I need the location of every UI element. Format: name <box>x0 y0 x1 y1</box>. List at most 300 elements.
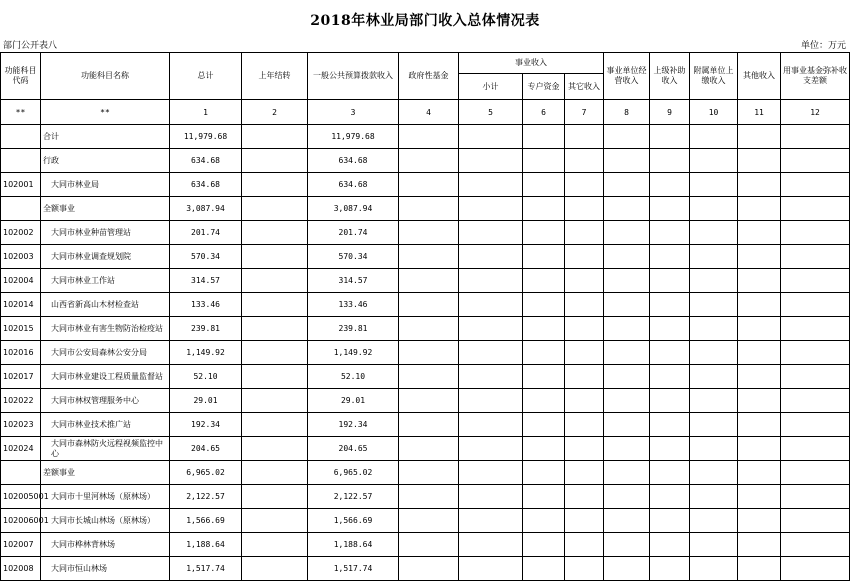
total-cell: 6,965.02 <box>170 461 242 485</box>
code-cell: 102023 <box>1 413 41 437</box>
empty-cell <box>459 317 523 341</box>
name-cell: 大同市林权管理服务中心 <box>41 389 170 413</box>
index-row <box>1 100 850 125</box>
index-cell: 9 <box>650 100 690 125</box>
empty-cell <box>781 149 850 173</box>
table-row <box>1 293 850 317</box>
empty-cell <box>565 221 604 245</box>
header-subtotal: 小计 <box>459 74 523 100</box>
empty-cell <box>565 365 604 389</box>
table-row <box>1 389 850 413</box>
empty-cell <box>738 125 781 149</box>
total-cell: 204.65 <box>170 437 242 461</box>
empty-cell <box>738 317 781 341</box>
empty-cell <box>459 557 523 581</box>
table-row <box>1 413 850 437</box>
name-cell: 大同市恒山林场 <box>41 557 170 581</box>
general-budget-cell: 3,087.94 <box>308 197 399 221</box>
header-other: 其它收入 <box>565 74 604 100</box>
code-cell: 102002 <box>1 221 41 245</box>
empty-cell <box>242 245 308 269</box>
table-row <box>1 197 850 221</box>
general-budget-cell: 52.10 <box>308 365 399 389</box>
empty-cell <box>690 437 738 461</box>
empty-cell <box>523 461 565 485</box>
index-cell: 6 <box>523 100 565 125</box>
empty-cell <box>690 485 738 509</box>
empty-cell <box>399 221 459 245</box>
empty-cell <box>523 149 565 173</box>
empty-cell <box>604 509 650 533</box>
empty-cell <box>399 341 459 365</box>
empty-cell <box>565 173 604 197</box>
empty-cell <box>604 317 650 341</box>
empty-cell <box>738 365 781 389</box>
empty-cell <box>650 221 690 245</box>
index-cell: 5 <box>459 100 523 125</box>
name-cell: 大同市林业调查规划院 <box>41 245 170 269</box>
name-cell: 大同市林业建设工程质量监督站 <box>41 365 170 389</box>
name-cell: 大同市森林防火远程视频监控中心 <box>41 437 170 461</box>
name-cell: 大同市林业种苗管理站 <box>41 221 170 245</box>
empty-cell <box>604 413 650 437</box>
empty-cell <box>650 317 690 341</box>
code-cell: 102017 <box>1 365 41 389</box>
empty-cell <box>690 269 738 293</box>
name-cell: 行政 <box>41 149 170 173</box>
empty-cell <box>523 413 565 437</box>
total-cell: 133.46 <box>170 293 242 317</box>
empty-cell <box>604 557 650 581</box>
code-cell: 102022 <box>1 389 41 413</box>
general-budget-cell: 239.81 <box>308 317 399 341</box>
empty-cell <box>738 461 781 485</box>
empty-cell <box>523 341 565 365</box>
empty-cell <box>242 461 308 485</box>
general-budget-cell: 29.01 <box>308 389 399 413</box>
code-cell: 102015 <box>1 317 41 341</box>
name-cell: 全额事业 <box>41 197 170 221</box>
table-row <box>1 557 850 581</box>
header-superior-subsidy: 上级补助收入 <box>650 53 690 100</box>
empty-cell <box>738 269 781 293</box>
table-row <box>1 317 850 341</box>
total-cell: 570.34 <box>170 245 242 269</box>
empty-cell <box>459 221 523 245</box>
empty-cell <box>242 365 308 389</box>
empty-cell <box>459 293 523 317</box>
empty-cell <box>242 485 308 509</box>
empty-cell <box>242 437 308 461</box>
empty-cell <box>565 317 604 341</box>
empty-cell <box>604 269 650 293</box>
empty-cell <box>523 221 565 245</box>
empty-cell <box>690 149 738 173</box>
empty-cell <box>565 269 604 293</box>
empty-cell <box>523 197 565 221</box>
empty-cell <box>399 245 459 269</box>
empty-cell <box>242 173 308 197</box>
code-cell <box>1 197 41 221</box>
general-budget-cell: 1,517.74 <box>308 557 399 581</box>
index-cell: 11 <box>738 100 781 125</box>
header-code: 功能科目代码 <box>1 53 41 100</box>
empty-cell <box>399 485 459 509</box>
page-title: 2018年林业局部门收入总体情况表 <box>310 13 540 29</box>
empty-cell <box>459 125 523 149</box>
empty-cell <box>604 197 650 221</box>
code-cell: 102003 <box>1 245 41 269</box>
empty-cell <box>523 269 565 293</box>
empty-cell <box>650 341 690 365</box>
empty-cell <box>459 461 523 485</box>
empty-cell <box>738 557 781 581</box>
empty-cell <box>738 413 781 437</box>
empty-cell <box>781 125 850 149</box>
empty-cell <box>690 557 738 581</box>
empty-cell <box>690 341 738 365</box>
empty-cell <box>459 533 523 557</box>
table-row <box>1 461 850 485</box>
index-cell: 8 <box>604 100 650 125</box>
empty-cell <box>604 389 650 413</box>
empty-cell <box>242 293 308 317</box>
empty-cell <box>781 173 850 197</box>
empty-cell <box>781 221 850 245</box>
general-budget-cell: 192.34 <box>308 413 399 437</box>
empty-cell <box>690 173 738 197</box>
empty-cell <box>781 533 850 557</box>
income-table <box>0 52 850 581</box>
empty-cell <box>523 557 565 581</box>
table-row <box>1 221 850 245</box>
empty-cell <box>690 461 738 485</box>
empty-cell <box>565 197 604 221</box>
index-cell: 12 <box>781 100 850 125</box>
empty-cell <box>565 533 604 557</box>
code-cell: 102024 <box>1 437 41 461</box>
empty-cell <box>650 173 690 197</box>
empty-cell <box>781 461 850 485</box>
empty-cell <box>242 509 308 533</box>
table-row <box>1 173 850 197</box>
empty-cell <box>523 485 565 509</box>
empty-cell <box>690 509 738 533</box>
empty-cell <box>459 413 523 437</box>
table-row <box>1 149 850 173</box>
empty-cell <box>650 149 690 173</box>
empty-cell <box>781 269 850 293</box>
code-cell <box>1 125 41 149</box>
general-budget-cell: 1,188.64 <box>308 533 399 557</box>
empty-cell <box>459 269 523 293</box>
empty-cell <box>650 293 690 317</box>
empty-cell <box>399 557 459 581</box>
empty-cell <box>738 197 781 221</box>
total-cell: 1,517.74 <box>170 557 242 581</box>
header-name: 功能科目名称 <box>41 53 170 100</box>
code-cell: 102008 <box>1 557 41 581</box>
total-cell: 1,149.92 <box>170 341 242 365</box>
total-cell: 2,122.57 <box>170 485 242 509</box>
empty-cell <box>650 485 690 509</box>
empty-cell <box>459 197 523 221</box>
empty-cell <box>781 341 850 365</box>
empty-cell <box>523 317 565 341</box>
header-gov-fund: 政府性基金 <box>399 53 459 100</box>
empty-cell <box>650 365 690 389</box>
general-budget-cell: 1,149.92 <box>308 341 399 365</box>
empty-cell <box>459 173 523 197</box>
form-label: 部门公开表八 <box>3 41 58 51</box>
empty-cell <box>565 149 604 173</box>
code-cell: 102001 <box>1 173 41 197</box>
empty-cell <box>738 533 781 557</box>
name-cell: 山西省新高山木材检查站 <box>41 293 170 317</box>
empty-cell <box>781 293 850 317</box>
empty-cell <box>650 413 690 437</box>
empty-cell <box>242 125 308 149</box>
empty-cell <box>650 557 690 581</box>
index-cell: 2 <box>242 100 308 125</box>
empty-cell <box>399 173 459 197</box>
empty-cell <box>399 197 459 221</box>
name-cell: 大同市公安局森林公安分局 <box>41 341 170 365</box>
total-cell: 11,979.68 <box>170 125 242 149</box>
empty-cell <box>604 341 650 365</box>
name-cell: 大同市林业有害生物防治检疫站 <box>41 317 170 341</box>
empty-cell <box>565 341 604 365</box>
empty-cell <box>781 245 850 269</box>
empty-cell <box>565 509 604 533</box>
empty-cell <box>604 485 650 509</box>
empty-cell <box>738 149 781 173</box>
header-total: 总计 <box>170 53 242 100</box>
empty-cell <box>459 245 523 269</box>
empty-cell <box>399 365 459 389</box>
general-budget-cell: 201.74 <box>308 221 399 245</box>
table-row <box>1 245 850 269</box>
empty-cell <box>604 245 650 269</box>
empty-cell <box>399 149 459 173</box>
empty-cell <box>242 221 308 245</box>
empty-cell <box>523 245 565 269</box>
empty-cell <box>459 485 523 509</box>
empty-cell <box>738 485 781 509</box>
empty-cell <box>565 461 604 485</box>
total-cell: 3,087.94 <box>170 197 242 221</box>
index-cell: 1 <box>170 100 242 125</box>
empty-cell <box>523 125 565 149</box>
empty-cell <box>604 461 650 485</box>
empty-cell <box>781 509 850 533</box>
total-cell: 192.34 <box>170 413 242 437</box>
name-cell: 大同市桦林背林场 <box>41 533 170 557</box>
empty-cell <box>650 509 690 533</box>
empty-cell <box>242 389 308 413</box>
empty-cell <box>242 341 308 365</box>
empty-cell <box>604 437 650 461</box>
empty-cell <box>565 389 604 413</box>
empty-cell <box>738 437 781 461</box>
empty-cell <box>399 317 459 341</box>
empty-cell <box>523 365 565 389</box>
empty-cell <box>523 509 565 533</box>
empty-cell <box>650 389 690 413</box>
total-cell: 52.10 <box>170 365 242 389</box>
empty-cell <box>650 461 690 485</box>
general-budget-cell: 204.65 <box>308 437 399 461</box>
name-cell: 大同市林业工作站 <box>41 269 170 293</box>
empty-cell <box>242 533 308 557</box>
empty-cell <box>523 173 565 197</box>
general-budget-cell: 1,566.69 <box>308 509 399 533</box>
empty-cell <box>604 221 650 245</box>
general-budget-cell: 11,979.68 <box>308 125 399 149</box>
empty-cell <box>604 533 650 557</box>
name-cell: 大同市十里河林场（原林场） <box>41 485 170 509</box>
total-cell: 239.81 <box>170 317 242 341</box>
empty-cell <box>399 509 459 533</box>
empty-cell <box>399 269 459 293</box>
general-budget-cell: 634.68 <box>308 173 399 197</box>
empty-cell <box>242 149 308 173</box>
empty-cell <box>781 389 850 413</box>
general-budget-cell: 634.68 <box>308 149 399 173</box>
empty-cell <box>738 509 781 533</box>
header-other-income: 其他收入 <box>738 53 781 100</box>
general-budget-cell: 2,122.57 <box>308 485 399 509</box>
header-affiliated-income: 附属单位上缴收入 <box>690 53 738 100</box>
empty-cell <box>242 557 308 581</box>
empty-cell <box>781 413 850 437</box>
empty-cell <box>604 173 650 197</box>
code-cell: 102007 <box>1 533 41 557</box>
empty-cell <box>650 533 690 557</box>
empty-cell <box>459 509 523 533</box>
empty-cell <box>399 293 459 317</box>
header-carryover: 上年结转 <box>242 53 308 100</box>
unit-label: 单位：万元 <box>800 41 846 51</box>
empty-cell <box>690 413 738 437</box>
name-cell: 大同市长城山林场（原林场） <box>41 509 170 533</box>
empty-cell <box>399 437 459 461</box>
empty-cell <box>399 461 459 485</box>
empty-cell <box>738 389 781 413</box>
table-row <box>1 341 850 365</box>
empty-cell <box>738 341 781 365</box>
empty-cell <box>242 317 308 341</box>
empty-cell <box>242 269 308 293</box>
empty-cell <box>650 245 690 269</box>
empty-cell <box>459 437 523 461</box>
header-business-income: 事业单位经营收入 <box>604 53 650 100</box>
empty-cell <box>604 125 650 149</box>
total-cell: 634.68 <box>170 149 242 173</box>
table-row <box>1 485 850 509</box>
empty-cell <box>565 125 604 149</box>
index-cell: 7 <box>565 100 604 125</box>
code-cell: 102014 <box>1 293 41 317</box>
code-cell: 102016 <box>1 341 41 365</box>
empty-cell <box>399 413 459 437</box>
empty-cell <box>650 197 690 221</box>
total-cell: 1,188.64 <box>170 533 242 557</box>
empty-cell <box>690 125 738 149</box>
code-cell: 102004 <box>1 269 41 293</box>
header-institution-income: 事业收入 <box>459 53 604 74</box>
empty-cell <box>781 197 850 221</box>
total-cell: 201.74 <box>170 221 242 245</box>
name-cell: 差额事业 <box>41 461 170 485</box>
index-cell: ** <box>41 100 170 125</box>
code-cell: 102006001 <box>1 509 41 533</box>
empty-cell <box>459 365 523 389</box>
code-cell: 102005001 <box>1 485 41 509</box>
table-row <box>1 509 850 533</box>
empty-cell <box>459 149 523 173</box>
total-cell: 634.68 <box>170 173 242 197</box>
table-row <box>1 365 850 389</box>
empty-cell <box>242 413 308 437</box>
empty-cell <box>604 293 650 317</box>
table-row <box>1 437 850 461</box>
general-budget-cell: 133.46 <box>308 293 399 317</box>
empty-cell <box>242 197 308 221</box>
empty-cell <box>565 557 604 581</box>
empty-cell <box>565 245 604 269</box>
empty-cell <box>781 557 850 581</box>
name-cell: 大同市林业局 <box>41 173 170 197</box>
empty-cell <box>604 149 650 173</box>
empty-cell <box>650 269 690 293</box>
index-cell: 4 <box>399 100 459 125</box>
general-budget-cell: 6,965.02 <box>308 461 399 485</box>
empty-cell <box>565 437 604 461</box>
empty-cell <box>604 365 650 389</box>
header-special-fund: 专户资金 <box>523 74 565 100</box>
empty-cell <box>399 533 459 557</box>
empty-cell <box>459 389 523 413</box>
empty-cell <box>738 221 781 245</box>
table-row <box>1 269 850 293</box>
name-cell: 大同市林业技术推广站 <box>41 413 170 437</box>
total-cell: 29.01 <box>170 389 242 413</box>
empty-cell <box>523 533 565 557</box>
empty-cell <box>523 389 565 413</box>
total-cell: 314.57 <box>170 269 242 293</box>
empty-cell <box>565 413 604 437</box>
empty-cell <box>523 437 565 461</box>
code-cell <box>1 149 41 173</box>
empty-cell <box>399 389 459 413</box>
empty-cell <box>650 437 690 461</box>
empty-cell <box>690 365 738 389</box>
header-general-budget: 一般公共预算拨款收入 <box>308 53 399 100</box>
empty-cell <box>523 293 565 317</box>
code-cell <box>1 461 41 485</box>
general-budget-cell: 570.34 <box>308 245 399 269</box>
empty-cell <box>690 197 738 221</box>
empty-cell <box>399 125 459 149</box>
empty-cell <box>690 533 738 557</box>
total-cell: 1,566.69 <box>170 509 242 533</box>
empty-cell <box>690 317 738 341</box>
empty-cell <box>690 389 738 413</box>
empty-cell <box>738 293 781 317</box>
empty-cell <box>459 341 523 365</box>
index-cell: ** <box>1 100 41 125</box>
